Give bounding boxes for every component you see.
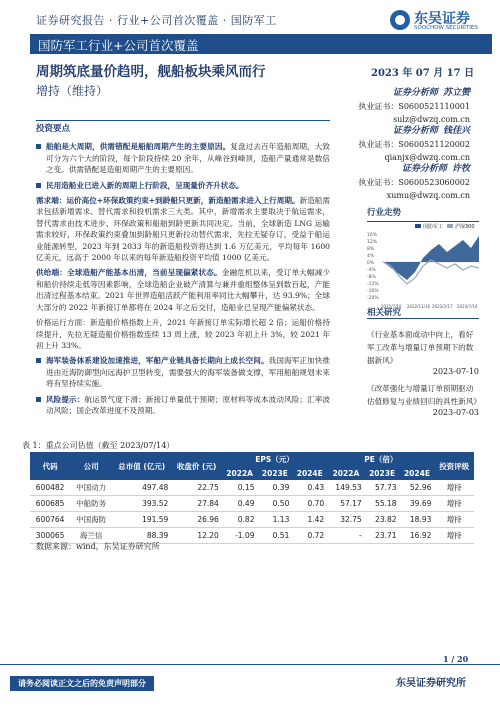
table-cell: 22.75	[171, 480, 222, 496]
analyst-email[interactable]: qianjx@dwzq.com.cn	[384, 153, 470, 162]
divider	[367, 318, 479, 319]
col-header: 公司	[70, 452, 112, 480]
table-cell: 0.15	[222, 480, 258, 496]
y-tick: -12%	[367, 282, 379, 287]
y-tick: -20%	[367, 296, 379, 301]
trend-svg	[367, 222, 479, 312]
analyst-name: 许牧	[451, 164, 470, 174]
table-cell: 26.96	[171, 512, 222, 528]
analyst-name: 苏立赞	[442, 88, 470, 98]
firm-name: 东吴证券研究所	[396, 678, 466, 689]
table-cell: 32.75	[327, 512, 364, 528]
analyst-cert: 执业证书：S0600521120002	[358, 140, 470, 149]
paragraph	[36, 394, 330, 417]
related-item[interactable]: 《行业基本面或动中向上，看好军工改革与增量订单预期下的数据新风》	[367, 330, 474, 365]
table-cell: 中船防务	[70, 496, 112, 512]
year-header: 2022A	[327, 467, 364, 480]
table-cell: 600482	[30, 480, 70, 496]
table-cell: 0.43	[292, 480, 327, 496]
table-cell: 0.39	[257, 480, 292, 496]
breadcrumb: 证券研究报告 · 行业+公司首次覆盖 · 国防军工	[36, 14, 277, 27]
paragraph	[36, 267, 330, 313]
table-cell: -1.09	[222, 528, 258, 544]
table-cell: 600685	[30, 496, 70, 512]
x-tick: 2022/7/18	[381, 304, 402, 309]
table-cell: 600764	[30, 512, 70, 528]
table-cell: 0.49	[222, 496, 258, 512]
trend-chart	[367, 221, 479, 316]
table-cell: 27.84	[171, 496, 222, 512]
table-cell: 18.93	[400, 512, 435, 528]
table-cell: 497.48	[112, 480, 171, 496]
paragraph	[36, 195, 330, 263]
table-cell: 0.82	[222, 512, 258, 528]
y-tick: -16%	[367, 289, 379, 294]
table-cell: -	[327, 528, 364, 544]
col-header: 总市值 (亿元)	[112, 452, 171, 480]
paragraph	[36, 355, 330, 389]
table-cell: 海兰信	[70, 528, 112, 544]
paragraph	[36, 180, 330, 191]
x-tick: 2023/3/17	[432, 304, 453, 309]
table-cell: 中国动力	[70, 480, 112, 496]
table-cell: 16.92	[400, 528, 435, 544]
y-tick: 0%	[367, 261, 375, 266]
disclaimer: 请务必阅读正文之后的免责声明部分	[10, 676, 154, 691]
analyst-title: 证券分析师	[401, 164, 447, 174]
table-cell: 55.18	[365, 496, 400, 512]
logo-text: 东吴证券	[414, 11, 470, 27]
legend-label-b: 沪深300	[455, 224, 475, 230]
table-row	[30, 512, 474, 528]
year-header: 2024E	[400, 467, 435, 480]
analyst-email[interactable]: sulz@dwzq.com.cn	[393, 115, 470, 124]
table-cell: 149.53	[327, 480, 364, 496]
x-tick: 2022/11/16	[407, 304, 431, 309]
paragraph-lead: 舶舶是大周期，供需错配是船舶周期产生的主要原因。	[46, 142, 231, 152]
col-header: EPS（元）	[222, 452, 327, 467]
analyst-cert: 执业证书：S0600523060002	[358, 178, 470, 187]
y-tick: -4%	[367, 268, 376, 273]
table-cell: 增持	[434, 528, 474, 544]
x-tick: 2023/7/16	[457, 304, 478, 309]
legend-swatch-a	[415, 224, 421, 228]
page-number: 1 / 20	[443, 654, 469, 664]
paragraph-text: 我国海军正加快推进由近海防御型向远海护卫型转变，需要强大的海军装备做支撑，军用船舶规划未来将有坚持续实施。	[46, 356, 331, 389]
report-date: 2023 年 07 月 17 日	[371, 68, 475, 79]
year-header: 2024E	[292, 467, 327, 480]
analyst-title: 证券分析师	[392, 126, 438, 136]
col-header: 代码	[30, 452, 70, 480]
table-caption: 表 1：重点公司估值（截至 2023/07/14）	[22, 441, 175, 450]
analyst-title: 证券分析师	[392, 88, 438, 98]
valuation-table	[30, 452, 474, 544]
paragraph-text: 金融危机以来，受订单大幅减少和船价持续走低等因素影响，全球造船企业破产清算与兼并重组整体呈到数百起，产能出清过程基本结束。2021 年世界造船活跃产能利用率同比大幅攀升，达 93.9%；全球大部分的 2022 年新接订单都将在 2024 年之后交付，造船业已呈现产能偏紧状态。	[36, 268, 331, 312]
paragraph-lead: 民用造船业已进入新的周期上行阶段，呈现量价齐升状态。	[46, 180, 244, 190]
table-cell: 393.52	[112, 496, 171, 512]
rating: 增持（维持）	[36, 84, 109, 98]
table-cell: 23.82	[365, 512, 400, 528]
report-headline: 周期筑底量价趋明，舰船板块乘风而行	[36, 64, 266, 80]
paragraph-text: 复盘过去百年造船周期，大致可分为六个大的阶段，每个阶段持续 20 余年，从峰谷到峰顶，造船产量通常是数倍之变。供需错配是造船周期产生的主要原因。	[46, 142, 331, 175]
table-cell: 39.69	[400, 496, 435, 512]
table-cell: 1.42	[292, 512, 327, 528]
paragraph	[36, 141, 330, 175]
legend-swatch-b	[447, 224, 453, 228]
col-header: 收盘价 (元)	[171, 452, 222, 480]
paragraph	[36, 317, 330, 351]
related-title: 相关研究	[367, 308, 402, 318]
table-cell: 增持	[434, 480, 474, 496]
y-tick: 4%	[367, 254, 375, 259]
table-row	[30, 496, 474, 512]
related-date: 2023-07-03	[432, 408, 479, 417]
table-cell: 12.20	[171, 528, 222, 544]
table-cell: 增持	[434, 512, 474, 528]
table-cell: 52.96	[400, 480, 435, 496]
table-cell: 57.73	[365, 480, 400, 496]
table-cell: 300065	[30, 528, 70, 544]
logo-english: SOOCHOW SECURITIES	[414, 25, 478, 31]
table-cell: 0.72	[292, 528, 327, 544]
analyst-cert: 执业证书：S0600521110001	[358, 102, 470, 111]
footer-divider	[0, 664, 500, 665]
related-item[interactable]: 《改革强化与增量订单预期驱动估值修复与业绩回归的具性新风》	[367, 384, 481, 406]
logo-icon	[390, 10, 410, 30]
year-header: 2022A	[222, 467, 258, 480]
report-category-bar: 国防军工行业+公司首次覆盖	[30, 34, 492, 54]
analyst-email[interactable]: xumu@dwzq.com.cn	[386, 191, 470, 200]
y-tick: -8%	[367, 275, 376, 280]
paragraph-text: 价格运行方面：新造船价格指数上升，2021 年新接订单实际增长超 2 倍；运船价格持续提升，先拉无疑造船价格指数连续 13 周上涨，较 2023 年初上升 3%，较 2021 年初上升 33%。	[36, 318, 330, 350]
table-cell: 0.70	[292, 496, 327, 512]
trend-title: 行业走势	[367, 208, 402, 218]
table-cell: 增持	[434, 496, 474, 512]
col-header: PE（倍）	[327, 452, 434, 467]
year-header: 2023E	[365, 467, 400, 480]
brand-logo	[390, 8, 486, 34]
trend-panel	[367, 206, 479, 316]
legend-label-a: 国防军工	[423, 224, 444, 230]
paragraph-lead: 供给端：全球造船产能基本出清，当前呈现偏紧状态。	[36, 268, 222, 278]
table-cell: 0.51	[257, 528, 292, 544]
table-cell: 191.59	[112, 512, 171, 528]
y-tick: 16%	[367, 233, 378, 238]
table-cell: 88.39	[112, 528, 171, 544]
investment-points	[36, 120, 330, 420]
paragraph-text: 新造船需求包括新增需求、替代需求和投机需求三大类。其中，新增需求主要取决于航运需求，替代需求由技术进步、环保政策和船舶到龄更新共同决定。当前，全球新造 LNG 运输需求较好，环保政策约束叠加到龄船只更新拉动替代需求，先拉无疑存订，受益于船运业能源转型，2023 年到 2033 年的新造船投资将达到 1.6 万亿美元，平均每年 1600 亿美元，远高于 2000 年以来的每年新造船投资平均值 1000 亿美元。	[36, 196, 330, 263]
paragraph-lead: 风险提示：	[46, 394, 85, 404]
related-date: 2023-07-10	[432, 367, 479, 376]
col-header: 投资评级	[434, 452, 474, 480]
paragraph-text: 航运景气度下滑；新接订单量低于预期；原材料等成本波动风险；汇率波动风险；国企改革进度不及预期。	[46, 394, 330, 415]
section-title: 投资要点	[36, 124, 71, 134]
table-cell: 0.50	[257, 496, 292, 512]
table-cell: 1.13	[257, 512, 292, 528]
year-header: 2023E	[257, 467, 292, 480]
table-row	[30, 480, 474, 496]
paragraph-lead: 海军装备体系建设加速推进，军船产业链具备长期向上成长空间。	[46, 356, 269, 366]
analyst-name: 钱佳兴	[442, 126, 470, 136]
table-source: 数据来源：wind，东吴证券研究所	[36, 542, 160, 551]
related-panel	[367, 306, 479, 417]
table-cell: 23.71	[365, 528, 400, 544]
y-tick: 8%	[367, 247, 375, 252]
table-cell: 57.17	[327, 496, 364, 512]
y-tick: 12%	[367, 240, 378, 245]
table-cell: 中国海防	[70, 512, 112, 528]
paragraph-lead: 需求端：运价高位+环保政策约束+到龄船只更新，新造船需求进入上行周期。	[36, 196, 300, 206]
